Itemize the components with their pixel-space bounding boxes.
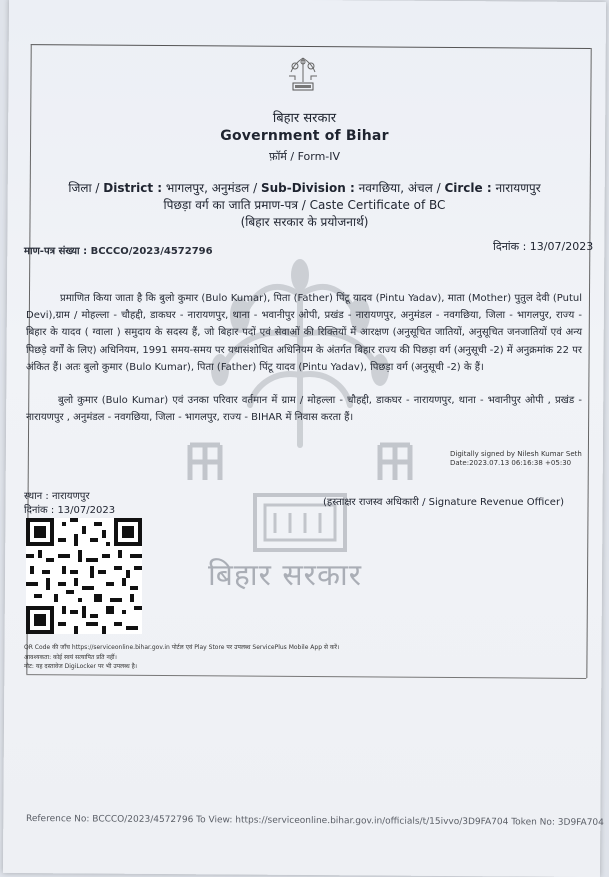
- circle-label: Circle :: [444, 181, 492, 195]
- qr-code[interactable]: [26, 518, 142, 634]
- watermark-text: बिहार सरकार: [208, 558, 363, 593]
- certificate-paragraph-1: प्रमाणित किया जाता है कि बुलो कुमार (Bulo Kumar), पिता (Father) पिंटू यादव (Pintu Yadav), माता (Mother) पुतुल देवी (Putul Devi),ग्राम / मोहल्ला - चौहद्दी, डाकघर - नारायणपुर, थाना - भवानीपुर ओपी, प्रखंड - नारायणपुर, अनुमंडल - नवगछिया, जिला - भागलपुर, राज्य - बिहार के यादव ( ग्वाला ) समुदाय के सदस्य हैं, जो बिहार पदों एवं सेवाओं की रिक्तियों में आरक्षण (अनुसूचित जातियों, अनुसूचित जनजातियों एवं अन्य पिछड़े वर्गों के लिए) अधिनियम, 1991 समय-समय पर यथासंशोधित अधिनियम के अंतर्गत बिहार राज्य की पिछड़ा वर्ग (अनुसूची -2) में अनुक्रमांक 22 पर अंकित हैं। अतः बुलो कुमार (Bulo Kumar), पिता (Father) पिंटू यादव (Pintu Yadav), पिछड़ा वर्ग (अनुसूची -2) के हैं।: [26, 293, 582, 373]
- issue-date: दिनांक : 13/07/2023: [493, 240, 594, 253]
- certificate-paragraph-2: बुलो कुमार (Bulo Kumar) एवं उनका परिवार वर्तमान में ग्राम / मोहल्ला - चौहद्दी, डाकघर - नारायणपुर, थाना - भवानीपुर ओपी , प्रखंड - नारायणपुर , अनुमंडल - नवगछिया, जिला - भागलपुर, राज्य - BIHAR में निवास करता हैं।: [26, 395, 582, 424]
- signature-date: दिनांक : 13/07/2023: [24, 505, 116, 516]
- certificate-purpose: (बिहार सरकार के प्रयोजनार्थ): [240, 215, 369, 229]
- page-border-top: [31, 44, 591, 49]
- certificate-number: माण-पत्र संख्या : BCCCO/2023/4572796: [24, 246, 213, 257]
- district-label: District :: [103, 181, 163, 195]
- qr-digilocker-note: नोट: यह दस्तावेज DigiLocker पर भी उपलब्ध है।: [24, 663, 138, 670]
- page-border-bottom: [26, 674, 586, 679]
- digital-signature-date: Date:2023.07.13 06:16:38 +05:30: [450, 459, 572, 467]
- qr-attestation-note: आवश्यकता: कोई स्वयं सत्यापित प्रति नहीं।: [24, 654, 117, 661]
- circle-value: नारायणपुर: [491, 181, 541, 195]
- district-line: [0, 179, 609, 196]
- subdivision-value: नवगछिया, अंचल /: [354, 181, 445, 195]
- english-title: Government of Bihar: [220, 128, 389, 144]
- bihar-emblem-icon: [283, 54, 323, 92]
- place-line: स्थान : नारायणपुर: [24, 491, 90, 502]
- footer-reference: Reference No: BCCCO/2023/4572796 To View: https://serviceonline.bihar.gov.in/officials/t/15ivvo/3D9FA704 Token No: 3D9FA704: [25, 813, 604, 829]
- signatory-label: (हस्ताक्षर राजस्व अधिकारी / Signature Revenue Officer): [323, 497, 564, 508]
- district-prefix: जिला /: [68, 181, 104, 195]
- digital-signature-name: Digitally signed by Nilesh Kumar Seth: [450, 450, 582, 458]
- hindi-title: बिहार सरकार: [272, 111, 337, 126]
- district-value: भागलपुर, अनुमंडल /: [162, 181, 261, 195]
- form-label: फ़ॉर्म / Form-IV: [268, 150, 341, 163]
- certificate-name: पिछड़ा वर्ग का जाति प्रमाण-पत्र / Caste Certificate of BC: [163, 198, 446, 212]
- digital-signature-block: [450, 450, 582, 468]
- qr-verification-note: QR Code की जाँच https://serviceonline.bihar.gov.in पोर्टल एवं Play Store पर उपलब्ध ServicePlus Mobile App से करें।: [24, 644, 340, 651]
- subdivision-label: Sub-Division :: [260, 181, 355, 195]
